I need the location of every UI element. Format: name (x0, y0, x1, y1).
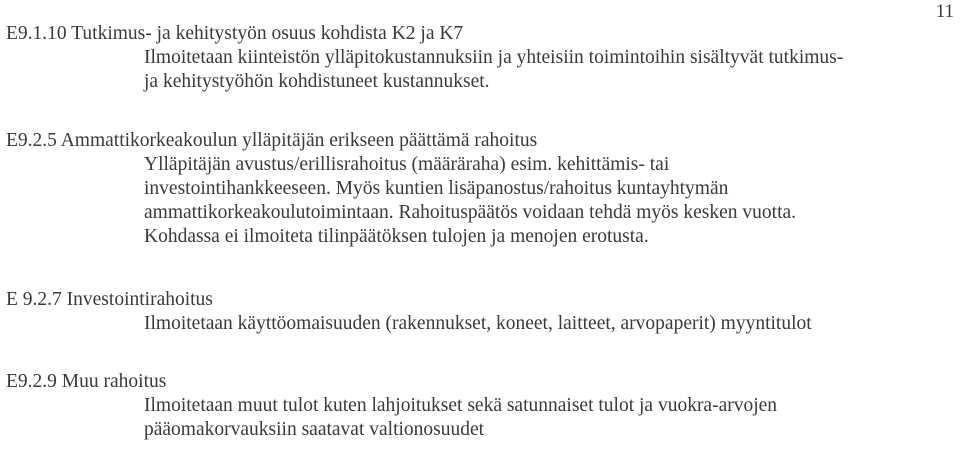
section-title: E 9.2.7 Investointirahoitus (6, 289, 213, 310)
section-e9-2-9 (6, 370, 950, 442)
section-title: E9.2.9 Muu rahoitus (6, 371, 167, 392)
body-line: investointihankkeeseen. Myös kuntien lisäpanostus/rahoitus kuntayhtymän (144, 178, 729, 199)
section-body (144, 46, 949, 94)
body-line: Ilmoitetaan muut tulot kuten lahjoitukset sekä satunnaiset tulot ja vuokra-arvojen (144, 395, 778, 416)
body-line: Ilmoitetaan käyttöomaisuuden (rakennukset, koneet, laitteet, arvopaperit) myyntitulot (144, 313, 812, 334)
page-number: 11 (935, 1, 954, 22)
section-e9-2-7 (6, 288, 950, 336)
section-e9-1-10 (6, 22, 950, 94)
body-line: Ylläpitäjän avustus/erillisrahoitus (määräraha) esim. kehittämis- tai (144, 154, 670, 175)
body-line: ja kehitystyöhön kohdistuneet kustannukset. (144, 71, 490, 92)
section-body (144, 153, 864, 249)
body-line: ammattikorkeakoulutoimintaan. Rahoituspäätös voidaan tehdä myös kesken vuotta. (144, 202, 797, 223)
body-line: Ilmoitetaan kiinteistön ylläpitokustannuksiin ja yhteisiin toimintoihin sisältyvät tutkimus- (144, 47, 844, 68)
section-e9-2-5 (6, 129, 950, 249)
body-line: pääomakorvauksiin saatavat valtionosuudet (144, 419, 485, 440)
section-title: E9.1.10 Tutkimus- ja kehitystyön osuus kohdista K2 ja K7 (6, 23, 464, 44)
section-title: E9.2.5 Ammattikorkeakoulun ylläpitäjän erikseen päättämä rahoitus (6, 130, 538, 151)
body-line: Kohdassa ei ilmoiteta tilinpäätöksen tulojen ja menojen erotusta. (144, 226, 649, 247)
section-body (144, 312, 950, 336)
section-body (144, 394, 950, 442)
